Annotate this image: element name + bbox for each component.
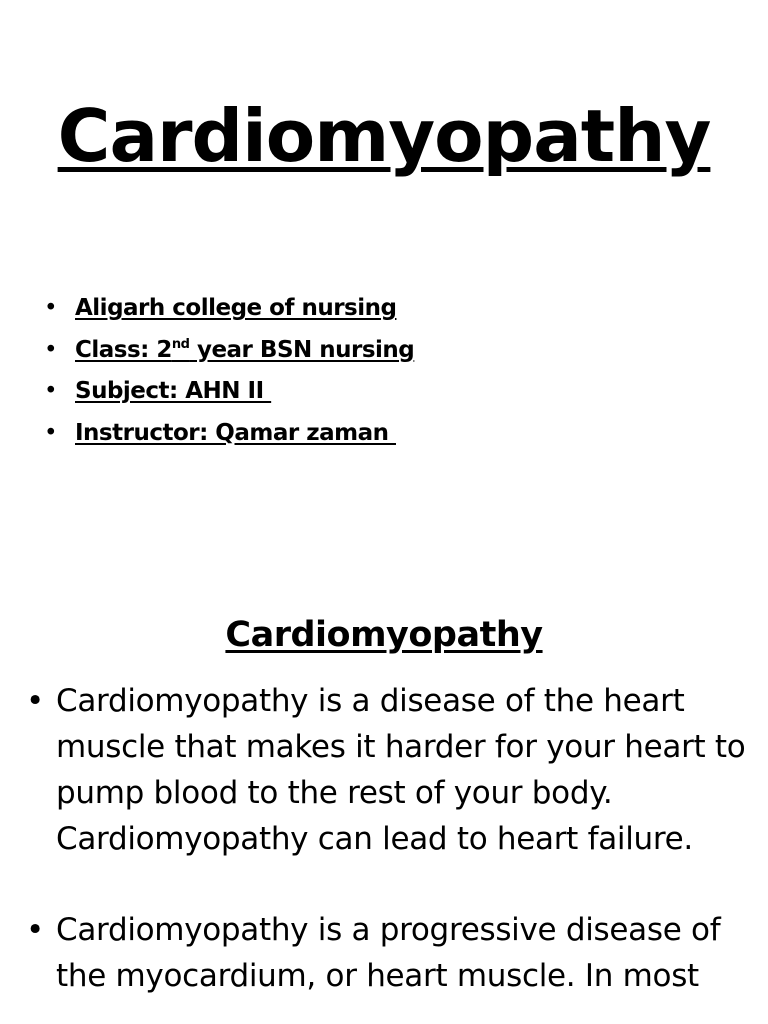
bullet-icon: • (26, 683, 44, 719)
subject-info: Subject: AHN II (75, 378, 272, 404)
bullet-icon: • (26, 912, 44, 948)
section-title: Cardiomyopathy (225, 615, 543, 655)
bullet-icon: • (44, 295, 58, 321)
list-item-college (44, 288, 414, 330)
main-title: Cardiomyopathy (57, 94, 711, 178)
bullet-icon: • (44, 378, 58, 404)
paragraph-text: Cardiomyopathy is a disease of the heart muscle that makes it harder for your heart to pump blood to the rest of your body. Cardiomyopathy can lead to heart failure. (56, 683, 746, 857)
paragraph-item (26, 678, 746, 862)
list-item-class (44, 330, 414, 372)
paragraph-text: Cardiomyopathy is a progressive disease of the myocardium, or heart muscle. In most (56, 912, 721, 994)
college-name: Aligarh college of nursing (75, 295, 397, 321)
class-ordinal-suffix: nd (171, 336, 190, 352)
class-suffix: year BSN nursing (189, 336, 415, 363)
list-item-instructor (44, 413, 414, 455)
bullet-icon: • (44, 336, 58, 363)
definition-list (26, 678, 746, 999)
course-info-list (44, 288, 414, 454)
class-info (75, 337, 414, 363)
bullet-icon: • (44, 419, 58, 446)
list-item-subject (44, 371, 414, 413)
paragraph-item (26, 907, 746, 999)
class-prefix: Class: 2 (75, 336, 172, 363)
instructor-info: Instructor: Qamar zaman (75, 419, 396, 446)
